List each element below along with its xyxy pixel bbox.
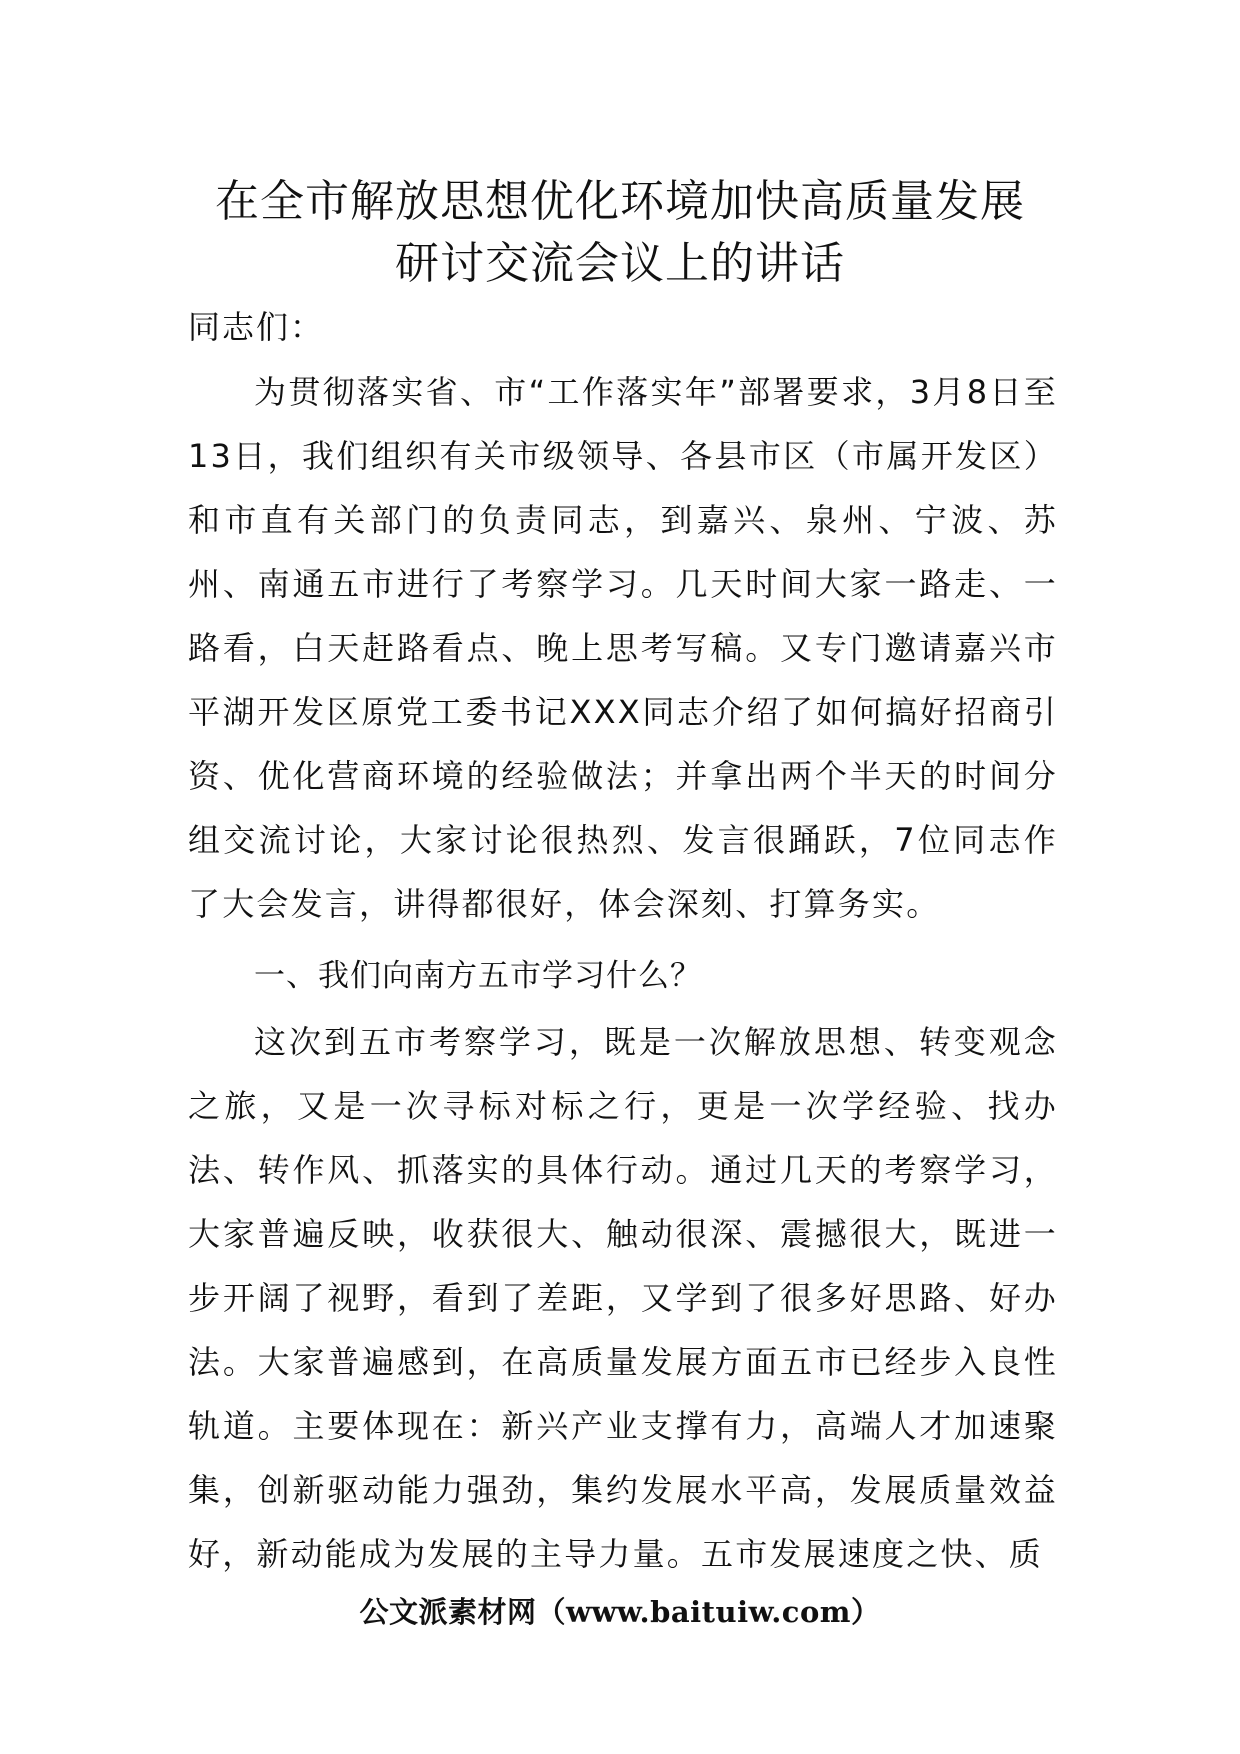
paragraph-intro: 为贯彻落实省、市“工作落实年”部署要求，3月8日至13日，我们组织有关市级领导、各县市区（市属开发区）和市直有关部门的负责同志，到嘉兴、泉州、宁波、苏州、南通五市进行了考察学习。几天时间大家一路走、一路看，白天赶路看点、晚上思考写稿。又专门邀请嘉兴市平湖开发区原党工委书记XXX同志介绍了如何搞好招商引资、优化营商环境的经验做法；并拿出两个半天的时间分组交流讨论，大家讨论很热烈、发言很踊跃，7位同志作了大会发言，讲得都很好，体会深刻、打算务实。	[188, 373, 1058, 923]
paragraph-section-1: 这次到五市考察学习，既是一次解放思想、转变观念之旅，又是一次寻标对标之行，更是一次学经验、找办法、转作风、抓落实的具体行动。通过几天的考察学习，大家普遍反映，收获很大、触动很深、震撼很大，既进一步开阔了视野，看到了差距，又学到了很多好思路、好办法。大家普遍感到，在高质量发展方面五市已经步入良性轨道。主要体现在：新兴产业支撑有力，高端人才加速聚集，创新驱动能力强劲，集约发展水平高，发展质量效益好，新动能成为发展的主导力量。五市发展速度之快、质	[188, 1023, 1058, 1573]
section-heading-1: 一、我们向南方五市学习什么？	[254, 958, 702, 994]
salutation: 同志们：	[188, 308, 325, 346]
document-title-line-1: 在全市解放思想优化环境加快高质量发展	[215, 176, 1025, 227]
footer-source: 公文派素材网（www.baituiw.com）	[359, 1595, 881, 1629]
document-title-line-2: 研讨交流会议上的讲话	[395, 238, 845, 289]
